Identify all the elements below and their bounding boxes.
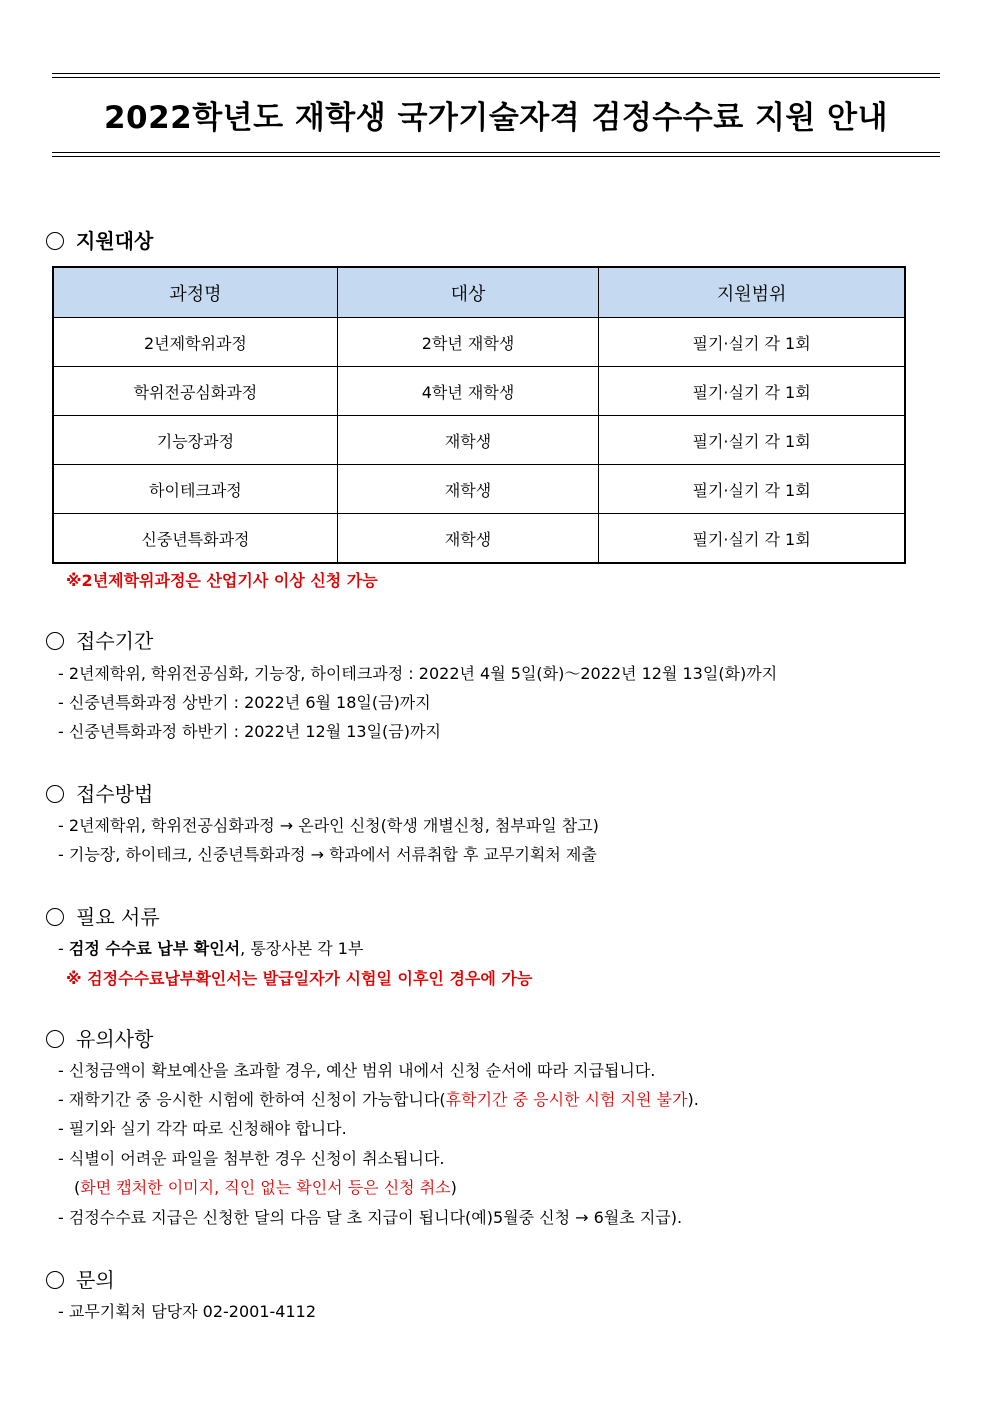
circle-bullet-icon: [46, 785, 64, 803]
section-documents-label: 필요 서류: [76, 905, 160, 929]
period-line: - 2년제학위, 학위전공심화, 기능장, 하이테크과정 : 2022년 4월 5일(화)～2022년 12월 13일(화)까지: [58, 664, 778, 683]
notes-text: ).: [687, 1090, 699, 1109]
period-line: - 신중년특화과정 상반기 : 2022년 6월 18일(금)까지: [58, 693, 431, 712]
section-notes-label: 유의사항: [76, 1027, 154, 1051]
section-method-label: 접수방법: [76, 782, 154, 806]
section-eligibility: [46, 225, 153, 254]
table-cell: 기능장과정: [53, 416, 337, 465]
period-line: - 신중년특화과정 하반기 : 2022년 12월 13일(금)까지: [58, 722, 441, 741]
table-cell: 4학년 재학생: [337, 367, 598, 416]
table-header-scope: 지원범위: [599, 267, 905, 318]
notes-line: - 식별이 어려운 파일을 첨부한 경우 신청이 취소됩니다.: [58, 1149, 445, 1168]
section-notes: [46, 1023, 153, 1052]
section-contact-label: 문의: [76, 1268, 115, 1292]
table-row: [53, 367, 905, 416]
circle-bullet-icon: [46, 632, 64, 650]
table-row: [53, 465, 905, 514]
notes-line: - 검정수수료 지급은 신청한 달의 다음 달 초 지급이 됩니다(예)5월중 신청 → 6월초 지급).: [58, 1208, 683, 1227]
notes-red-text: 휴학기간 중 응시한 시험 지원 불가: [445, 1090, 688, 1109]
table-cell: 재학생: [337, 465, 598, 514]
table-cell: 재학생: [337, 514, 598, 564]
table-header-target: 대상: [337, 267, 598, 318]
documents-line: [58, 936, 363, 959]
notes-red-text: 화면 캡처한 이미지, 직인 없는 확인서 등은 신청 취소: [80, 1178, 451, 1197]
circle-bullet-icon: [46, 1030, 64, 1048]
section-eligibility-label: 지원대상: [76, 229, 154, 253]
circle-bullet-icon: [46, 232, 64, 250]
table-cell: 필기·실기 각 1회: [599, 416, 905, 465]
table-header-row: [53, 267, 905, 318]
section-method: [46, 778, 153, 807]
notes-line: - 신청금액이 확보예산을 초과할 경우, 예산 범위 내에서 신청 순서에 따라 지급됩니다.: [58, 1061, 656, 1080]
section-period-label: 접수기간: [76, 629, 154, 653]
table-cell: 필기·실기 각 1회: [599, 318, 905, 367]
notes-text: (: [74, 1178, 81, 1197]
circle-bullet-icon: [46, 1271, 64, 1289]
table-cell: 학위전공심화과정: [53, 367, 337, 416]
documents-bold-text: 검정 수수료 납부 확인서: [68, 939, 241, 958]
section-contact: [46, 1264, 115, 1293]
table-cell: 필기·실기 각 1회: [599, 514, 905, 564]
method-line: - 기능장, 하이테크, 신중년특화과정 → 학과에서 서류취합 후 교무기획처 제출: [58, 845, 597, 864]
method-line: - 2년제학위, 학위전공심화과정 → 온라인 신청(학생 개별신청, 첨부파일 참고): [58, 816, 599, 835]
section-documents: [46, 901, 160, 930]
notes-line: [58, 1087, 699, 1110]
documents-note: ※ 검정수수료납부확인서는 발급일자가 시험일 이후인 경우에 가능: [66, 969, 533, 988]
notes-text: ): [450, 1178, 457, 1197]
title-top-rule-1: [52, 73, 940, 74]
documents-rest-text: , 통장사본 각 1부: [240, 939, 364, 958]
table-row: [53, 416, 905, 465]
section-period: [46, 625, 153, 654]
table-header-course: 과정명: [53, 267, 337, 318]
title-bottom-rule-2: [52, 156, 940, 157]
title-top-rule-2: [52, 77, 940, 78]
table-cell: 신중년특화과정: [53, 514, 337, 564]
circle-bullet-icon: [46, 908, 64, 926]
document-title: 2022학년도 재학생 국가기술자격 검정수수료 지원 안내: [103, 100, 889, 136]
notes-text: - 재학기간 중 응시한 시험에 한하여 신청이 가능합니다(: [58, 1090, 446, 1109]
table-cell: 재학생: [337, 416, 598, 465]
table-note: ※2년제학위과정은 산업기사 이상 신청 가능: [66, 571, 378, 590]
title-bottom-rule-1: [52, 152, 940, 153]
table-cell: 하이테크과정: [53, 465, 337, 514]
table-cell: 필기·실기 각 1회: [599, 465, 905, 514]
notes-line: [74, 1175, 457, 1198]
contact-line: - 교무기획처 담당자 02-2001-4112: [58, 1302, 317, 1321]
table-row: [53, 514, 905, 564]
documents-dash: -: [58, 939, 69, 958]
notes-line: - 필기와 실기 각각 따로 신청해야 합니다.: [58, 1119, 347, 1138]
table-cell: 2년제학위과정: [53, 318, 337, 367]
table-row: [53, 318, 905, 367]
eligibility-table: [52, 266, 906, 564]
table-cell: 2학년 재학생: [337, 318, 598, 367]
table-cell: 필기·실기 각 1회: [599, 367, 905, 416]
